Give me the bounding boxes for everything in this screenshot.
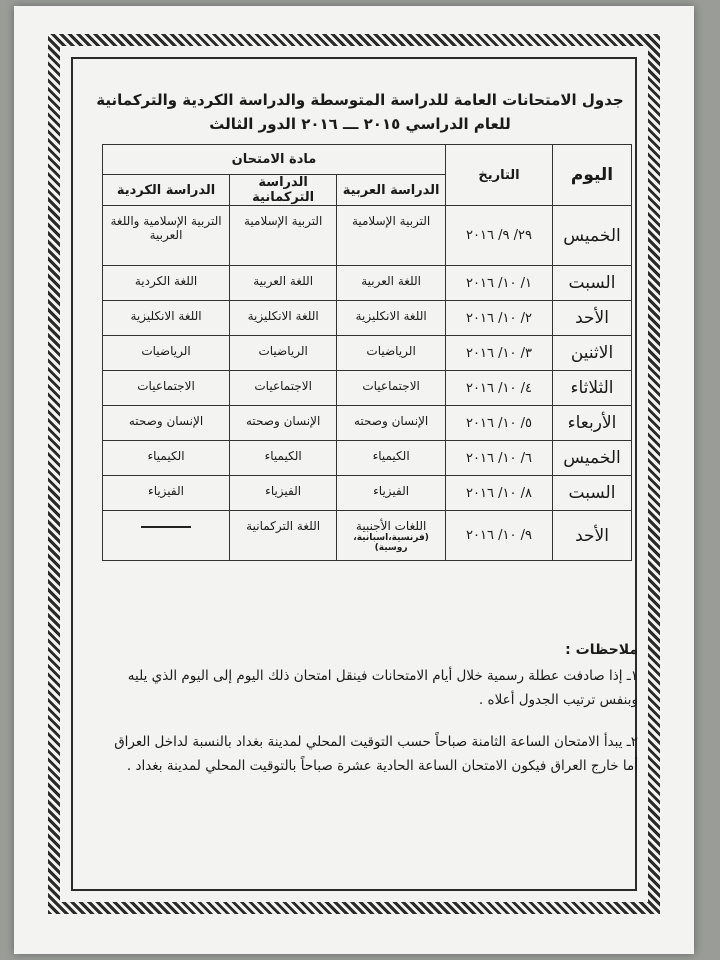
row-date: ٢٩/ ٩/ ٢٠١٦ — [446, 206, 553, 266]
header-arabic-study: الدراسة العربية — [337, 175, 446, 206]
row-kurdish-subject — [103, 511, 230, 561]
row-kurdish-subject: الفيزياء — [103, 476, 230, 511]
row-kurdish-subject: الاجتماعيات — [103, 371, 230, 406]
table-row — [103, 441, 632, 476]
header-day: اليوم — [553, 145, 632, 206]
row-arabic-subject: الرياضيات — [337, 336, 446, 371]
row-turkmen-subject: اللغة الانكليزية — [230, 301, 337, 336]
row-day: السبت — [553, 476, 632, 511]
note-item: ٢ـ يبدأ الامتحان الساعة الثامنة صباحاً حسب التوقيت المحلي لمدينة بغداد بالنسبة لداخل العراق أما خارج العراق فيكون الامتحان الساعة الحادية عشرة صباحاً بالتوقيت المحلي لمدينة بغداد . — [114, 734, 638, 774]
row-arabic-subject: الفيزياء — [337, 476, 446, 511]
row-date: ٣/ ١٠/ ٢٠١٦ — [446, 336, 553, 371]
row-kurdish-subject: التربية الإسلامية واللغة العربية — [103, 206, 230, 266]
table-row — [103, 371, 632, 406]
row-arabic-subject: التربية الإسلامية — [337, 206, 446, 266]
table-row — [103, 301, 632, 336]
row-arabic-subject: اللغة العربية — [337, 266, 446, 301]
row-turkmen-subject: الإنسان وصحته — [230, 406, 337, 441]
table-row — [103, 511, 632, 561]
row-turkmen-subject: التربية الإسلامية — [230, 206, 337, 266]
row-date: ٢/ ١٠/ ٢٠١٦ — [446, 301, 553, 336]
row-date: ٥/ ١٠/ ٢٠١٦ — [446, 406, 553, 441]
row-day: الخميس — [553, 441, 632, 476]
row-arabic-subject: الكيمياء — [337, 441, 446, 476]
row-arabic-subject — [337, 511, 446, 561]
notes-section — [110, 638, 638, 778]
document-title: جدول الامتحانات العامة للدراسة المتوسطة والدراسة الكردية والتركمانية — [96, 91, 624, 109]
row-day: الأحد — [553, 511, 632, 561]
row-turkmen-subject: الكيمياء — [230, 441, 337, 476]
row-date: ٨/ ١٠/ ٢٠١٦ — [446, 476, 553, 511]
table-row — [103, 266, 632, 301]
row-turkmen-subject: اللغة العربية — [230, 266, 337, 301]
row-kurdish-subject: الكيمياء — [103, 441, 230, 476]
header-turkmen-study: الدراسة التركمانية — [230, 175, 337, 206]
header-date: التاريخ — [446, 145, 553, 206]
row-day: السبت — [553, 266, 632, 301]
row-day: الثلاثاء — [553, 371, 632, 406]
row-day: الاثنين — [553, 336, 632, 371]
row-kurdish-subject: الرياضيات — [103, 336, 230, 371]
empty-dash — [141, 526, 191, 528]
row-arabic-subject: الإنسان وصحته — [337, 406, 446, 441]
header-subject-group: مادة الامتحان — [103, 145, 446, 175]
row-day: الأربعاء — [553, 406, 632, 441]
row-turkmen-subject: الرياضيات — [230, 336, 337, 371]
note-item: ١ـ إذا صادفت عطلة رسمية خلال أيام الامتحانات فينقل امتحان ذلك اليوم إلى اليوم الذي يليه وبنفس ترتيب الجدول أعلاه . — [127, 668, 638, 708]
arabic-subject-text: اللغات الأجنبية — [355, 519, 427, 533]
row-kurdish-subject: اللغة الانكليزية — [103, 301, 230, 336]
foreign-languages-note: (فرنسية،اسبانية، روسية) — [353, 533, 429, 553]
row-date: ٦/ ١٠/ ٢٠١٦ — [446, 441, 553, 476]
row-arabic-subject: الاجتماعيات — [337, 371, 446, 406]
row-kurdish-subject: اللغة الكردية — [103, 266, 230, 301]
row-arabic-subject: اللغة الانكليزية — [337, 301, 446, 336]
row-kurdish-subject: الإنسان وصحته — [103, 406, 230, 441]
document-subtitle: للعام الدراسي ٢٠١٥ ـــ ٢٠١٦ الدور الثالث — [209, 115, 511, 133]
notes-title: ملاحظات : — [565, 642, 638, 658]
paper-sheet — [14, 6, 694, 954]
row-day: الخميس — [553, 206, 632, 266]
row-turkmen-subject: الفيزياء — [230, 476, 337, 511]
table-row — [103, 476, 632, 511]
header-kurdish-study: الدراسة الكردية — [103, 175, 230, 206]
row-date: ١/ ١٠/ ٢٠١٦ — [446, 266, 553, 301]
row-day: الأحد — [553, 301, 632, 336]
row-turkmen-subject: اللغة التركمانية — [230, 511, 337, 561]
document-body — [74, 88, 646, 561]
row-date: ٤/ ١٠/ ٢٠١٦ — [446, 371, 553, 406]
table-row — [103, 336, 632, 371]
table-row — [103, 206, 632, 266]
row-turkmen-subject: الاجتماعيات — [230, 371, 337, 406]
exam-schedule-table — [102, 144, 632, 561]
table-row — [103, 406, 632, 441]
row-date: ٩/ ١٠/ ٢٠١٦ — [446, 511, 553, 561]
